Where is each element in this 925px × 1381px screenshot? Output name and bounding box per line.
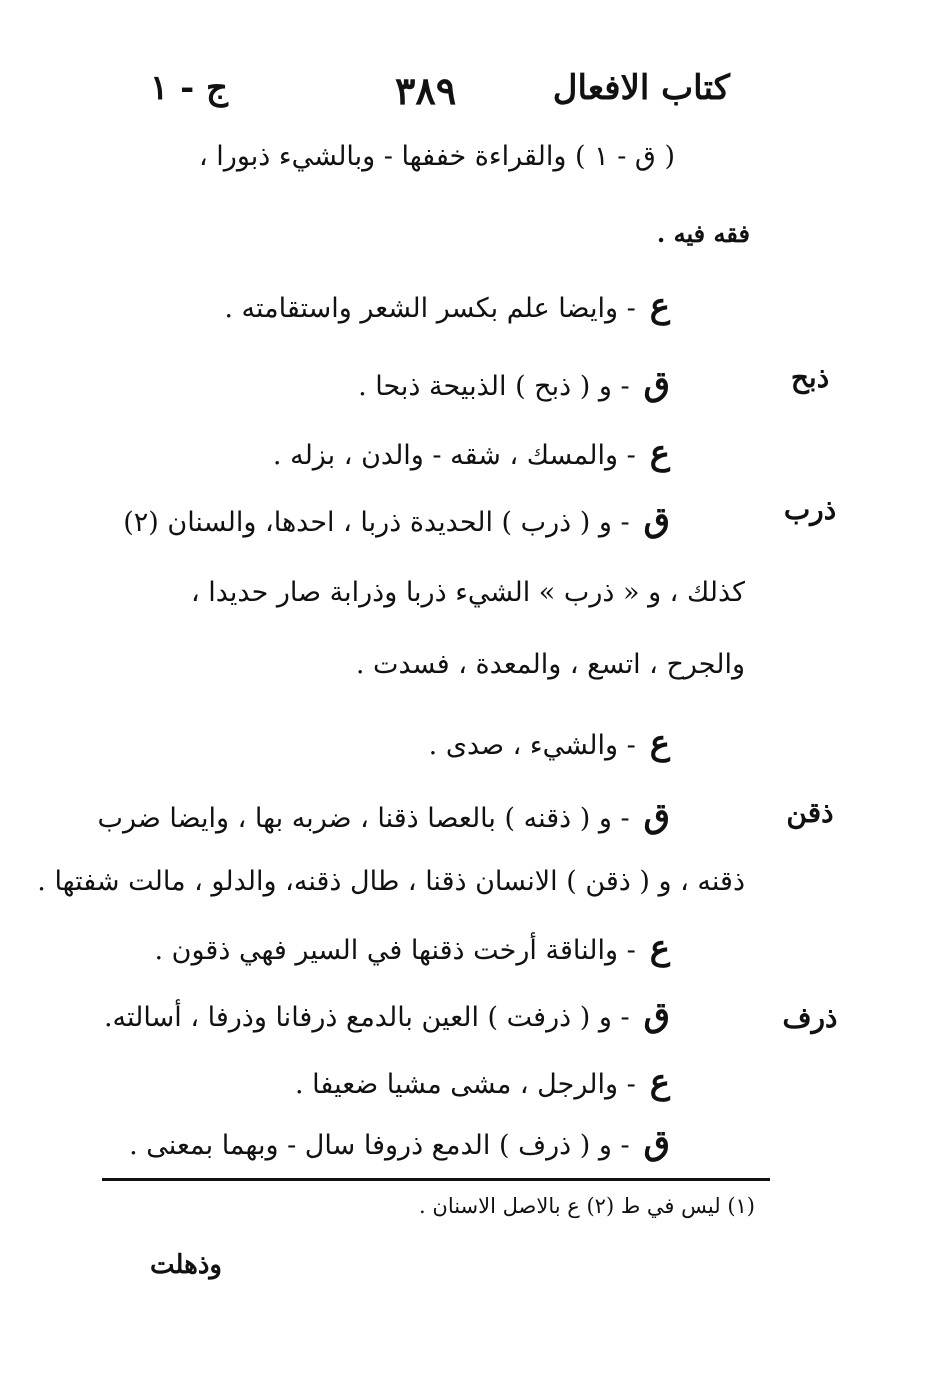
text-line: فقه فيه . — [656, 219, 750, 248]
margin-root-word: ذقن — [786, 796, 834, 829]
source-siglum: ق — [643, 995, 670, 1035]
margin-root-word: ذبح — [790, 361, 830, 394]
catchword: وذهلت — [150, 1250, 222, 1280]
source-siglum: ق — [643, 796, 670, 836]
text-line: ق- و ( ذرفت ) العين بالدمع ذرفانا وذرفا ، أسالته. — [103, 995, 670, 1035]
source-siglum: ق — [643, 500, 670, 540]
volume-indicator: ج - ١ — [150, 68, 228, 108]
text-line: ق- و ( ذقنه ) بالعصا ذقنا ، ضربه بها ، وايضا ضرب — [97, 796, 670, 836]
source-siglum: ع — [649, 723, 670, 763]
source-siglum: ع — [649, 928, 670, 968]
text-line: كذلك ، و « ذرب » الشيء ذربا وذرابة صار حديدا ، — [190, 577, 745, 608]
footnote: (١) ليس في ط (٢) ع بالاصل الاسنان . — [419, 1194, 755, 1218]
footnote-divider — [102, 1178, 770, 1181]
source-siglum: ع — [649, 286, 670, 326]
text-line: ع- والشيء ، صدى . — [428, 723, 670, 763]
text-line: ع- والناقة أرخت ذقنها في السير فهي ذقون . — [154, 928, 670, 968]
source-siglum: ق — [643, 364, 670, 404]
source-siglum: ع — [649, 433, 670, 473]
text-line: والجرح ، اتسع ، والمعدة ، فسدت . — [355, 649, 745, 680]
margin-root-word: ذرب — [783, 493, 837, 526]
page-number: ٣٨٩ — [395, 68, 457, 113]
text-line: ع- والرجل ، مشى مشيا ضعيفا . — [295, 1062, 670, 1102]
margin-root-word: ذرف — [782, 1001, 838, 1034]
text-line: ق- و ( ذبح ) الذبيحة ذبحا . — [358, 364, 670, 404]
source-siglum: ع — [649, 1062, 670, 1102]
text-line: ع- وايضا علم بكسر الشعر واستقامته . — [224, 286, 670, 326]
text-line: ق- و ( ذرب ) الحديدة ذربا ، احدها، والسنان (٢) — [123, 500, 670, 540]
text-line: ( ق - ١ ) والقراءة خففها - وبالشيء ذبورا ، — [199, 141, 675, 172]
text-line: ق- و ( ذرف ) الدمع ذروفا سال - وبهما بمعنى . — [129, 1123, 670, 1163]
text-line: ذقنه ، و ( ذقن ) الانسان ذقنا ، طال ذقنه، والدلو ، مالت شفتها . — [37, 866, 745, 897]
running-head-title: كتاب الافعال — [552, 68, 730, 108]
text-line: ع- والمسك ، شقه - والدن ، بزله . — [272, 433, 670, 473]
source-siglum: ق — [643, 1123, 670, 1163]
